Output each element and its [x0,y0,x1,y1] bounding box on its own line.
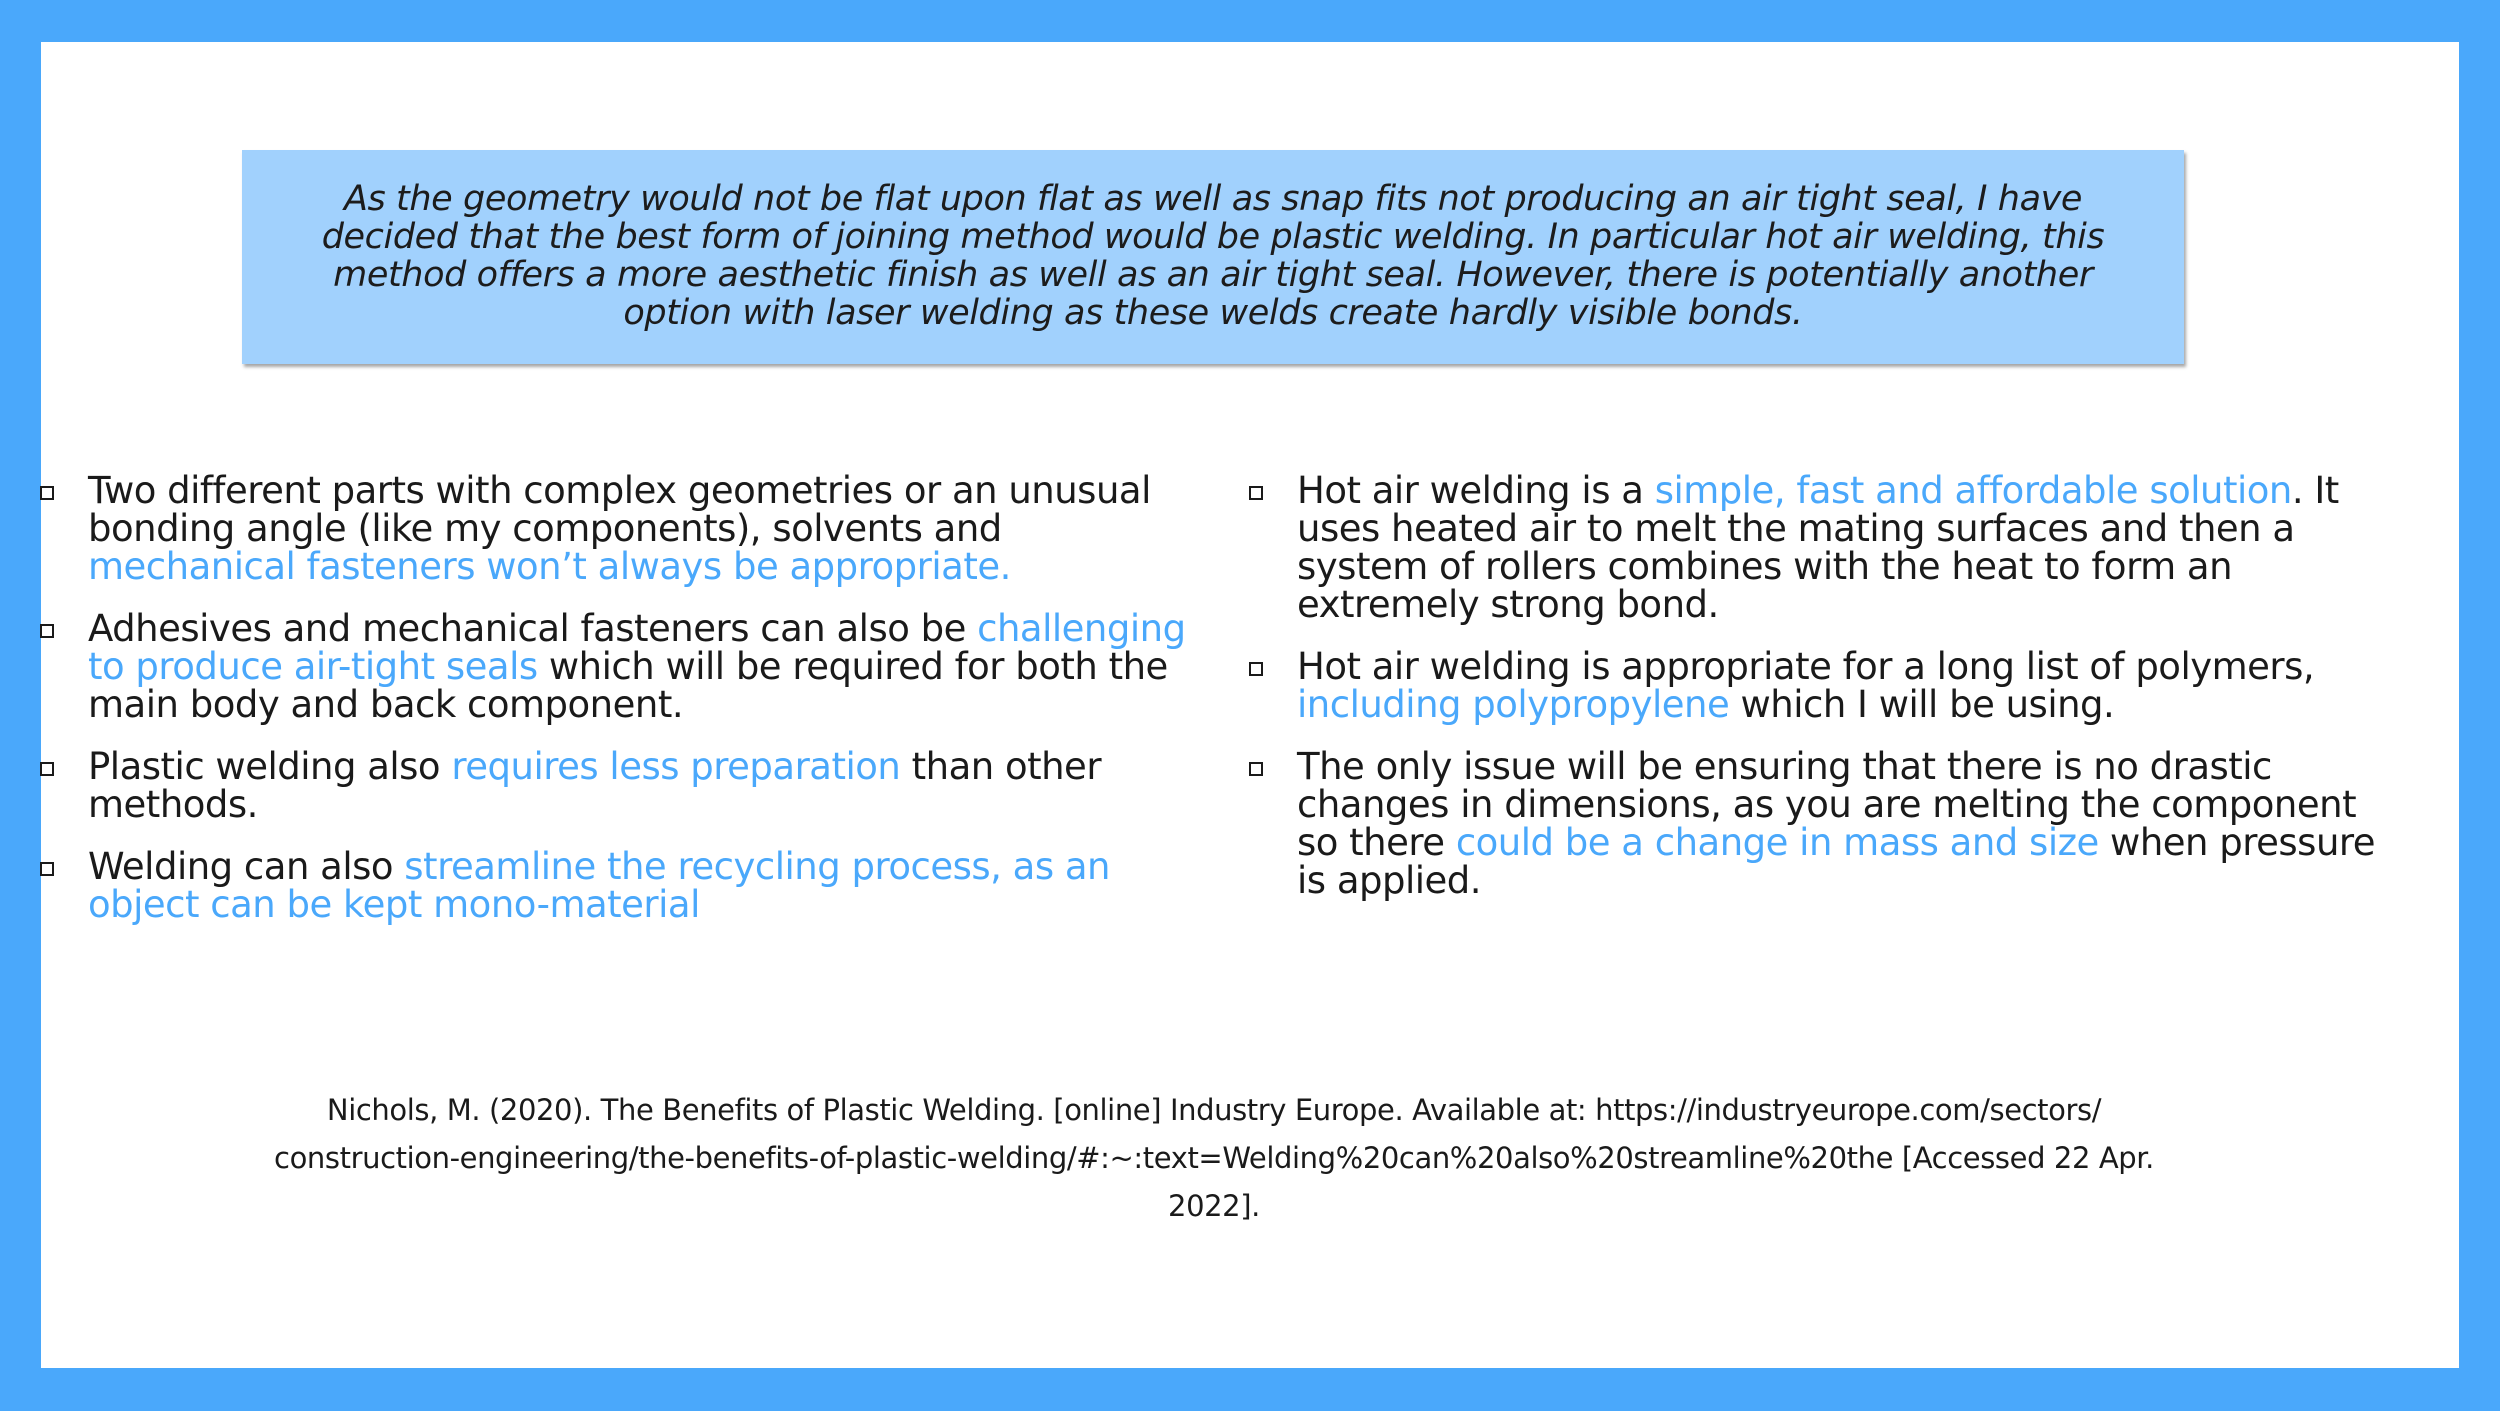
bullet-text: so there [1297,821,1456,864]
bullet-text: methods. [88,783,258,826]
bullet-text: which will be required for both the [537,645,1168,688]
bullet-text: Plastic welding also [88,745,452,788]
citation-line: construction-engineering/the-benefits-of-plastic-welding/#:~:text=Welding%20can%20also%20streamline%20the [Accessed 22 Apr. [274,1141,2154,1175]
citation [230,1086,2198,1230]
quote-line: As the geometry would not be flat upon flat as well as snap fits not producing an air tight seal, I have [343,179,2083,219]
left-bullet-list [40,469,1220,948]
hollow-square-bullet-icon [40,862,54,876]
right-bullet-list [1249,469,2434,924]
bullet-text: uses heated air to melt the mating surfaces and then a [1297,507,2295,550]
bullet-text: Hot air welding is appropriate for a long list of polymers, [1297,645,2315,688]
citation-line: Nichols, M. (2020). The Benefits of Plastic Welding. [online] Industry Europe. Available at: https://industryeurope.com/sectors/ [326,1093,2102,1127]
bullet-line [1297,645,2434,688]
bullet-text: Adhesives and mechanical fasteners can also be [88,607,978,650]
bullet-line [1297,545,2434,588]
bullet-line [88,845,1220,888]
bullet-line [1297,469,2434,512]
hollow-square-bullet-icon [1249,662,1263,676]
bullet-line [1297,583,2434,626]
bullet-text: is applied. [1297,859,1482,902]
bullet-text: which I will be using. [1729,683,2115,726]
hollow-square-bullet-icon [40,486,54,500]
bullet-line [88,645,1220,688]
bullet-text: . It [2291,469,2339,512]
bullet-line [88,469,1220,512]
hollow-square-bullet-icon [40,762,54,776]
bullet-text: extremely strong bond. [1297,583,1719,626]
bullet-text: Welding can also [88,845,405,888]
highlighted-text: challenging [977,607,1186,650]
bullet-line [88,507,1220,550]
hollow-square-bullet-icon [1249,762,1263,776]
bullet-line [88,545,1220,588]
highlighted-text: object can be kept mono-material [88,883,700,926]
bullet-item [40,607,1220,726]
bullet-text: changes in dimensions, as you are melting the component [1297,783,2357,826]
highlighted-text: could be a change in mass and size [1455,821,2099,864]
hollow-square-bullet-icon [1249,486,1263,500]
bullet-item [1249,469,2434,626]
bullet-text: system of rollers combines with the heat to form an [1297,545,2233,588]
highlighted-text: mechanical fasteners won’t always be appropriate. [88,545,1011,588]
bullet-line [88,883,1220,926]
bullet-item [1249,745,2434,902]
quote-line: decided that the best form of joining method would be plastic welding. In particular hot air welding, this [321,217,2105,257]
bullet-line [1297,859,2434,902]
bullet-item [40,745,1220,826]
bullet-item [40,469,1220,588]
bullet-line [1297,683,2434,726]
highlighted-text: requires less preparation [451,745,901,788]
quote-line: option with laser welding as these welds create hardly visible bonds. [623,293,1803,333]
bullet-item [1249,645,2434,726]
bullet-text: Hot air welding is a [1297,469,1655,512]
bullet-line [1297,821,2434,864]
bullet-text: when pressure [2098,821,2376,864]
bullet-line [1297,745,2434,788]
quote-box [242,150,2184,364]
quote-line: method offers a more aesthetic finish as well as an air tight seal. However, there is potentially another [333,255,2093,295]
bullet-line [88,783,1220,826]
highlighted-text: including polypropylene [1297,683,1730,726]
bullet-line [1297,783,2434,826]
bullet-line [1297,507,2434,550]
highlighted-text: to produce air-tight seals [88,645,538,688]
bullet-text: bonding angle (like my components), solvents and [88,507,1002,550]
hollow-square-bullet-icon [40,624,54,638]
highlighted-text: streamline the recycling process, as an [404,845,1111,888]
bullet-item [40,845,1220,926]
citation-line: 2022]. [1168,1189,1260,1223]
bullet-text: Two different parts with complex geometries or an unusual [88,469,1151,512]
bullet-text: than other [900,745,1102,788]
bullet-line [88,745,1220,788]
highlighted-text: simple, fast and affordable solution [1654,469,2292,512]
bullet-line [88,683,1220,726]
bullet-text: main body and back component. [88,683,684,726]
bullet-text: The only issue will be ensuring that there is no drastic [1297,745,2272,788]
bullet-line [88,607,1220,650]
